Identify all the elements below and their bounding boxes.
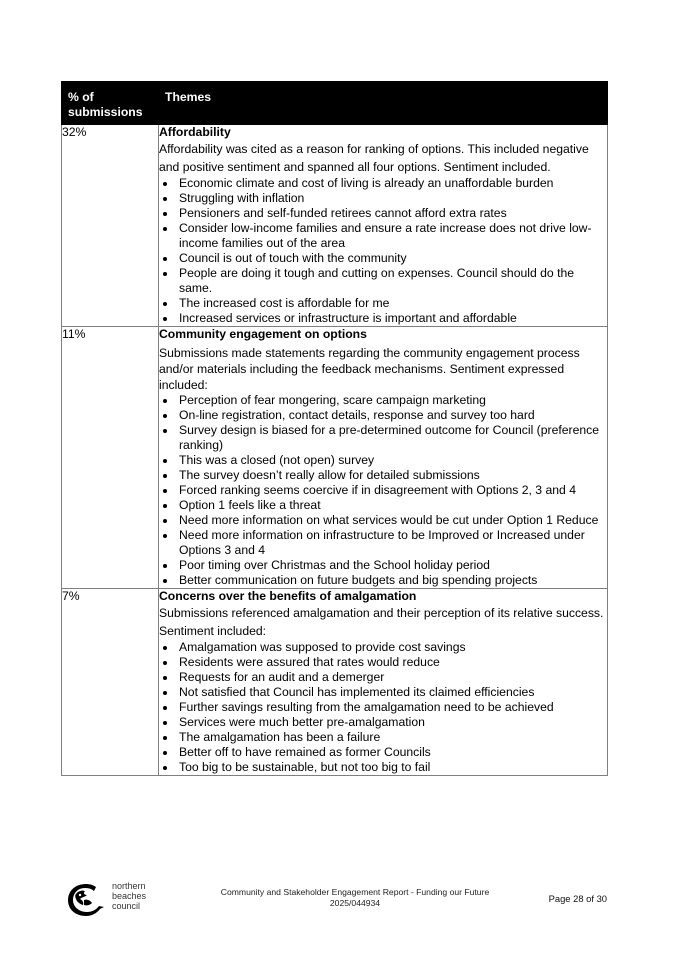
list-item: Perception of fear mongering, scare campaign marketing bbox=[159, 393, 607, 408]
list-item: Residents were assured that rates would reduce bbox=[159, 655, 607, 670]
list-item: Economic climate and cost of living is already an unaffordable burden bbox=[159, 176, 607, 191]
northern-beaches-council-logo-icon bbox=[66, 882, 106, 918]
council-name-line: beaches bbox=[112, 891, 147, 901]
table-row bbox=[62, 125, 608, 327]
list-item: Better communication on future budgets and big spending projects bbox=[159, 573, 607, 588]
report-title: Community and Stakeholder Engagement Report - Funding our Future bbox=[220, 887, 490, 897]
list-item: Better off to have remained as former Councils bbox=[159, 745, 607, 760]
theme-title: Community engagement on options bbox=[159, 327, 367, 341]
list-item: The increased cost is affordable for me bbox=[159, 296, 607, 311]
council-name bbox=[112, 881, 146, 911]
theme-description: Submissions referenced amalgamation and their perception of its relative success. Sentiment included: bbox=[159, 606, 604, 638]
list-item: On-line registration, contact details, response and survey too hard bbox=[159, 408, 607, 423]
list-item: Services were much better pre-amalgamation bbox=[159, 715, 607, 730]
percent-cell: 7% bbox=[62, 589, 159, 776]
sentiment-list bbox=[159, 640, 607, 775]
table-row bbox=[62, 327, 608, 589]
list-item: Requests for an audit and a demerger bbox=[159, 670, 607, 685]
list-item: Increased services or infrastructure is important and affordable bbox=[159, 311, 607, 326]
theme-cell bbox=[159, 125, 608, 327]
header-themes: Themes bbox=[159, 82, 608, 125]
list-item: Survey design is biased for a pre-determined outcome for Council (preference ranking) bbox=[159, 423, 607, 453]
list-item: Not satisfied that Council has implemented its claimed efficiencies bbox=[159, 685, 607, 700]
percent-cell: 32% bbox=[62, 125, 159, 327]
list-item: Too big to be sustainable, but not too big to fail bbox=[159, 760, 607, 775]
list-item: The survey doesn’t really allow for detailed submissions bbox=[159, 468, 607, 483]
list-item: Forced ranking seems coercive if in disagreement with Options 2, 3 and 4 bbox=[159, 483, 607, 498]
report-reference: 2025/044934 bbox=[329, 898, 381, 908]
list-item: Need more information on what services would be cut under Option 1 Reduce bbox=[159, 513, 607, 528]
footer-report-info bbox=[200, 887, 510, 909]
list-item: Amalgamation was supposed to provide cost savings bbox=[159, 640, 607, 655]
theme-title: Affordability bbox=[159, 125, 231, 139]
list-item: Option 1 feels like a threat bbox=[159, 498, 607, 513]
list-item: This was a closed (not open) survey bbox=[159, 453, 607, 468]
theme-cell bbox=[159, 327, 608, 589]
theme-description: Affordability was cited as a reason for ranking of options. This included negative and positive sentiment and spanned all four options. Sentiment included. bbox=[159, 142, 589, 174]
table-header-row bbox=[62, 82, 608, 125]
list-item: The amalgamation has been a failure bbox=[159, 730, 607, 745]
theme-cell bbox=[159, 589, 608, 776]
list-item: Need more information on infrastructure to be Improved or Increased under Options 3 and 4 bbox=[159, 528, 607, 558]
page-number: Page 28 of 30 bbox=[548, 893, 607, 904]
percent-cell: 11% bbox=[62, 327, 159, 589]
list-item: Struggling with inflation bbox=[159, 191, 607, 206]
header-percent-of-submissions: % of submissions bbox=[62, 82, 159, 125]
list-item: Poor timing over Christmas and the School holiday period bbox=[159, 558, 607, 573]
list-item: Pensioners and self-funded retirees cannot afford extra rates bbox=[159, 206, 607, 221]
theme-description: Submissions made statements regarding the community engagement process and/or materials including the feedback mechanisms. Sentiment expressed included: bbox=[159, 346, 580, 392]
sentiment-list bbox=[159, 393, 607, 588]
page-footer bbox=[0, 878, 675, 928]
theme-title: Concerns over the benefits of amalgamation bbox=[159, 589, 417, 603]
themes-table bbox=[61, 81, 608, 776]
list-item: Further savings resulting from the amalgamation need to be achieved bbox=[159, 700, 607, 715]
table-row bbox=[62, 589, 608, 776]
list-item: People are doing it tough and cutting on expenses. Council should do the same. bbox=[159, 266, 607, 296]
list-item: Consider low-income families and ensure a rate increase does not drive low-income families out of the area bbox=[159, 221, 607, 251]
council-name-line: council bbox=[112, 901, 141, 911]
list-item: Council is out of touch with the community bbox=[159, 251, 607, 266]
council-name-line: northern bbox=[112, 881, 146, 891]
sentiment-list bbox=[159, 176, 607, 326]
